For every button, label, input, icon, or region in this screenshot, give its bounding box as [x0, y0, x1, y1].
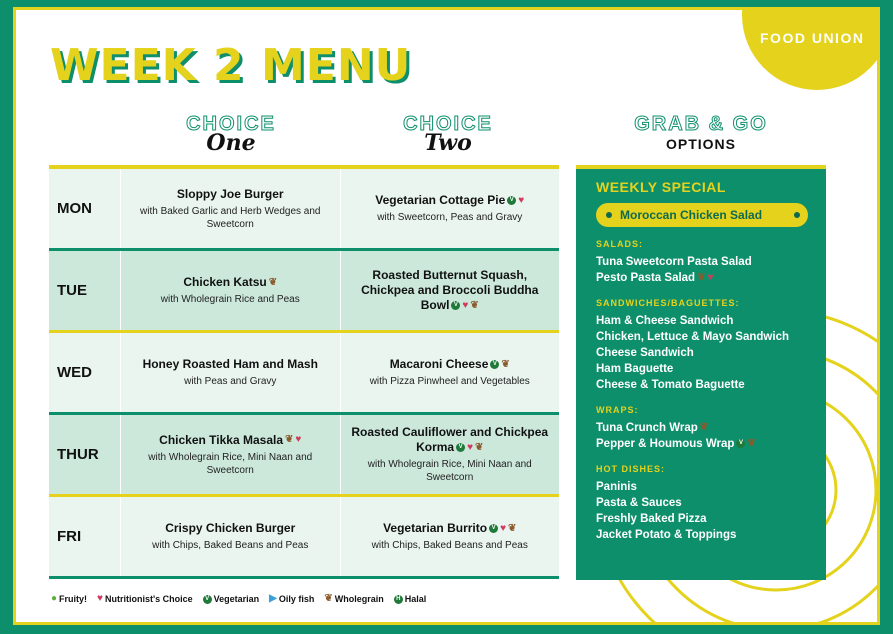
- list-item-text: Pasta & Sauces: [596, 497, 682, 509]
- list-item: [596, 361, 806, 377]
- vegetarian-icon: V: [456, 443, 465, 452]
- table-row: [49, 415, 559, 497]
- legend-item: [392, 594, 427, 604]
- grab-go-sub: OPTIONS: [665, 136, 736, 152]
- legend: [49, 594, 426, 604]
- dish-text: Sloppy Joe Burger: [176, 186, 284, 201]
- list-item: [596, 377, 806, 393]
- list-item: [596, 270, 806, 286]
- dish-name: [375, 193, 524, 208]
- weekly-special-pill: [596, 203, 808, 227]
- choice-two-top: CHOICE: [403, 113, 493, 135]
- dish-text: Chicken Tikka Masala: [159, 432, 283, 447]
- choice-one-script: One: [206, 130, 256, 156]
- dish-side: with Wholegrain Rice, Mini Naan and Sweetcorn: [367, 459, 532, 483]
- vegetarian-icon: V: [451, 301, 460, 310]
- list-item-text: Ham Baguette: [596, 363, 674, 375]
- dish-side: with Wholegrain Rice and Peas: [160, 294, 300, 305]
- wholegrain-icon: ❦: [475, 441, 484, 453]
- apple-icon: ●: [51, 593, 58, 604]
- legend-label: Fruity!: [59, 594, 88, 604]
- wholegrain-icon: ❦: [697, 271, 706, 283]
- weekly-special-name: Moroccan Chicken Salad: [620, 208, 763, 222]
- vegetarian-icon: V: [489, 524, 498, 533]
- page-title: WEEK 2 MENU: [50, 40, 412, 91]
- brand-blob: [742, 10, 877, 90]
- heart-icon: ♥: [295, 434, 302, 446]
- list-item-text: Cheese & Tomato Baguette: [596, 379, 745, 391]
- dish-side: with Pizza Pinwheel and Vegetables: [369, 376, 530, 387]
- fish-icon: ▶: [269, 593, 277, 604]
- menu-cell: [341, 251, 560, 330]
- dish-side: with Baked Garlic and Herb Wedges and Sweetcorn: [140, 205, 321, 230]
- dish-side: with Chips, Baked Beans and Peas: [371, 540, 528, 551]
- list-item-text: Ham & Cheese Sandwich: [596, 315, 734, 327]
- wholegrain-icon: ❦: [470, 299, 479, 311]
- list-item: [596, 420, 806, 436]
- menu-cell: [341, 169, 560, 248]
- menu-cell: [121, 333, 341, 412]
- list-item-text: Chicken, Lettuce & Mayo Sandwich: [596, 331, 789, 343]
- dish-text: Macaroni Cheese: [389, 357, 489, 371]
- menu-cell: [341, 333, 560, 412]
- vegetarian-icon: V: [203, 595, 212, 604]
- list-item-text: Jacket Potato & Toppings: [596, 529, 737, 541]
- pill-dot-icon: [606, 212, 612, 218]
- day-label: WED: [49, 333, 121, 412]
- dish-side: with Sweetcorn, Peas and Gravy: [377, 212, 523, 223]
- table-row: [49, 333, 559, 415]
- list-item-text: Tuna Sweetcorn Pasta Salad: [596, 256, 752, 268]
- dish-text: Vegetarian Burrito: [383, 521, 488, 535]
- grab-go-panel: [576, 165, 826, 580]
- dish-name: [177, 187, 284, 202]
- wholegrain-icon: ❦: [699, 421, 709, 433]
- dish-text: Vegetarian Cottage Pie: [375, 193, 506, 207]
- table-row: [49, 169, 559, 251]
- list-item-text: Pesto Pasta Salad: [596, 272, 696, 284]
- legend-item: [322, 594, 383, 604]
- dish-text: Honey Roasted Ham and Mash: [142, 357, 318, 371]
- legend-label: Halal: [404, 594, 427, 604]
- menu-cell: [341, 497, 560, 576]
- wholegrain-icon: ❦: [324, 593, 333, 604]
- wholegrain-icon: ❦: [268, 276, 278, 288]
- legend-label: Oily fish: [278, 594, 315, 604]
- list-item-text: Tuna Crunch Wrap: [596, 422, 698, 434]
- brand-logo: FOOD UNION: [760, 30, 865, 46]
- vegetarian-icon: V: [507, 196, 516, 205]
- section-heading: HOT DISHES:: [596, 464, 666, 474]
- grab-sections: [596, 239, 806, 543]
- list-item: [596, 436, 806, 452]
- list-item: [596, 511, 806, 527]
- menu-page: [16, 10, 877, 622]
- list-item: [596, 527, 806, 543]
- legend-item: [49, 594, 87, 604]
- menu-cell: [341, 415, 560, 494]
- menu-cell: [121, 169, 341, 248]
- dish-text: Roasted Butternut Squash, Chickpea and Broccoli Buddha Bowl: [361, 268, 539, 312]
- list-item: [596, 329, 806, 345]
- weekly-special-label: WEEKLY SPECIAL: [596, 179, 726, 195]
- grab-go-top: GRAB & GO: [634, 113, 768, 135]
- dish-name: [347, 268, 554, 313]
- choice-one-top: CHOICE: [186, 113, 276, 135]
- dish-side: with Peas and Gravy: [184, 376, 277, 387]
- dish-name: [183, 275, 277, 290]
- wholegrain-icon: ❦: [508, 522, 517, 534]
- choice-two-heading: [378, 113, 518, 156]
- wholegrain-icon: ❦: [285, 434, 294, 446]
- day-label: FRI: [49, 497, 121, 576]
- table-row: [49, 497, 559, 579]
- dish-name: [165, 521, 295, 536]
- choice-one-heading: [161, 113, 301, 156]
- heart-icon: ♥: [97, 593, 103, 604]
- section-heading: SANDWICHES/BAGUETTES:: [596, 298, 740, 308]
- heart-icon: ♥: [518, 194, 525, 206]
- section-heading: SALADS:: [596, 239, 643, 249]
- dish-name: [383, 521, 516, 536]
- dish-name: [159, 433, 301, 448]
- menu-cell: [121, 415, 341, 494]
- vegetarian-icon: V: [490, 360, 499, 369]
- dish-name: [390, 357, 510, 372]
- vegetarian-icon: V: [736, 439, 745, 448]
- legend-item: [201, 594, 260, 604]
- list-item-text: Freshly Baked Pizza: [596, 513, 707, 525]
- list-item: [596, 495, 806, 511]
- list-item: [596, 479, 806, 495]
- section-heading: WRAPS:: [596, 405, 639, 415]
- list-item-text: Cheese Sandwich: [596, 347, 694, 359]
- dish-name: [143, 357, 318, 372]
- dish-text: Chicken Katsu: [183, 275, 267, 289]
- list-item-text: Pepper & Houmous Wrap: [596, 438, 735, 450]
- table-row: [49, 251, 559, 333]
- heart-icon: ♥: [462, 299, 469, 311]
- wholegrain-icon: ❦: [501, 358, 510, 370]
- pill-dot-icon: [794, 212, 800, 218]
- day-label: THUR: [49, 415, 121, 494]
- wholegrain-icon: ❦: [747, 437, 756, 449]
- heart-icon: ♥: [467, 441, 474, 453]
- dish-name: [347, 425, 554, 455]
- grab-go-heading: [606, 113, 796, 152]
- list-item-text: Paninis: [596, 481, 637, 493]
- list-item: [596, 254, 806, 270]
- list-item: [596, 313, 806, 329]
- legend-label: Nutritionist's Choice: [104, 594, 193, 604]
- dish-side: with Wholegrain Rice, Mini Naan and Sweetcorn: [148, 451, 313, 476]
- dish-text: Roasted Cauliflower and Chickpea Korma: [351, 425, 549, 454]
- menu-cell: [121, 497, 341, 576]
- legend-label: Wholegrain: [334, 594, 384, 604]
- dish-text: Crispy Chicken Burger: [165, 521, 296, 535]
- legend-item: [267, 594, 314, 604]
- legend-label: Vegetarian: [213, 594, 260, 604]
- heart-icon: ♥: [707, 271, 714, 283]
- menu-cell: [121, 251, 341, 330]
- day-label: TUE: [49, 251, 121, 330]
- halal-icon: H: [394, 595, 403, 604]
- heart-icon: ♥: [500, 522, 507, 534]
- dish-side: with Chips, Baked Beans and Peas: [152, 540, 309, 551]
- choice-two-script: Two: [424, 130, 472, 156]
- list-item: [596, 345, 806, 361]
- day-label: MON: [49, 169, 121, 248]
- menu-table: [49, 165, 559, 579]
- legend-item: [95, 594, 193, 604]
